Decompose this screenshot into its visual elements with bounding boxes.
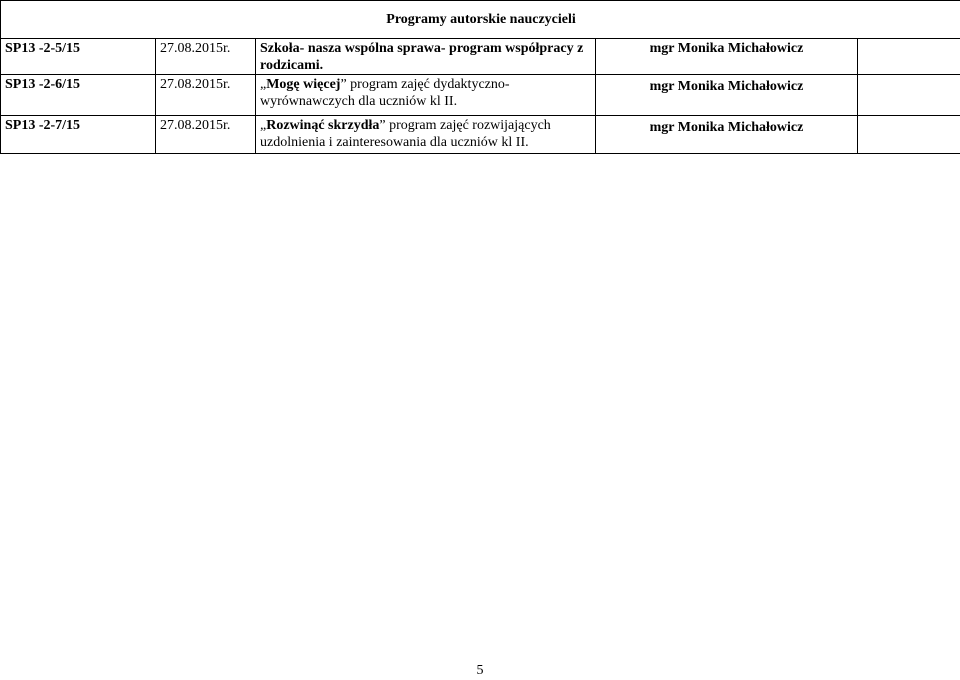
date-cell: 27.08.2015r. [156,116,256,154]
date-cell: 27.08.2015r. [156,39,256,75]
program-name-cell [256,116,596,154]
open-quote: „ [260,77,267,92]
author-cell: mgr Monika Michałowicz [596,75,858,116]
empty-cell [858,116,960,154]
signature-cell: SP13 -2-6/15 [1,75,156,116]
close-quote: ” [340,77,347,92]
open-quote: „ [260,118,267,133]
program-name-bold: Rozwinąć skrzydła [266,118,380,133]
author-cell: mgr Monika Michałowicz [596,39,858,75]
program-name-rest: program zajęć rozwijających uzdolnienia i zainteresowania dla uczniów kl II. [260,118,551,150]
date-cell: 27.08.2015r. [156,75,256,116]
table-title-row [1,1,960,39]
close-quote: ” [379,118,386,133]
signature-cell: SP13 -2-5/15 [1,39,156,75]
page-number: 5 [476,663,484,678]
table-title: Programy autorskie nauczycieli [1,1,960,39]
program-name-bold: Szkoła- nasza wspólna sprawa- program współpracy z rodzicami. [260,41,584,73]
empty-cell [858,39,960,75]
table-row [1,39,960,75]
program-name-cell [256,75,596,116]
table-row [1,75,960,116]
program-name-rest: program zajęć dydaktyczno-wyrównawczych dla uczniów kl II. [260,77,510,109]
author-cell: mgr Monika Michałowicz [596,116,858,154]
program-name-bold: Mogę więcej [266,77,341,92]
programs-table [0,0,960,154]
table-row [1,116,960,154]
empty-cell [858,75,960,116]
signature-cell: SP13 -2-7/15 [1,116,156,154]
program-name-cell [256,39,596,75]
